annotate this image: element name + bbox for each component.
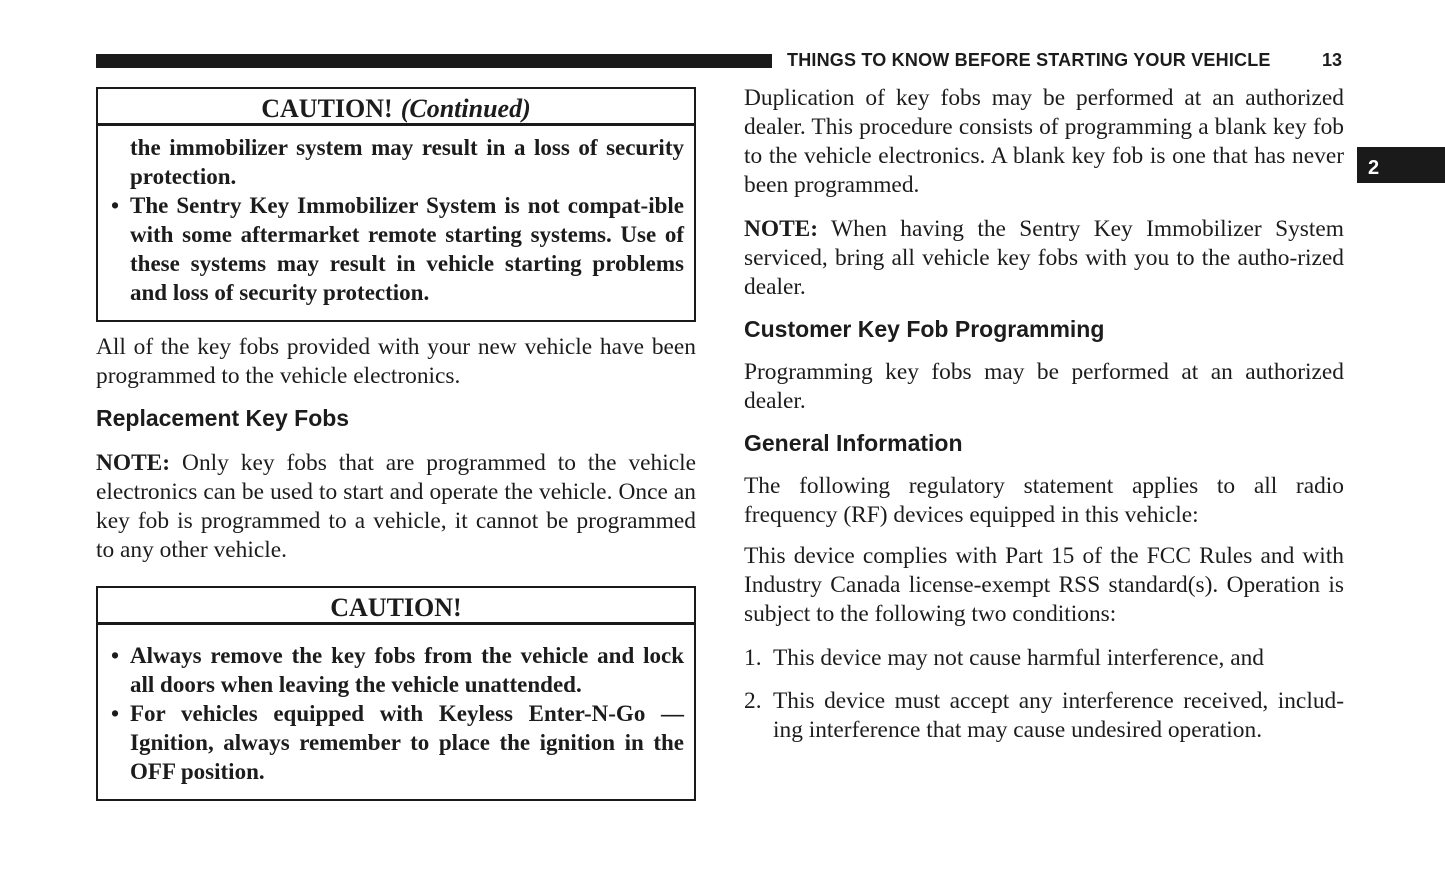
note-text: When having the Sentry Key Immobilizer System serviced, bring all vehicle key fobs with you to the autho-rized dealer. bbox=[744, 216, 1344, 300]
note-label: NOTE: bbox=[744, 216, 819, 242]
chapter-tab[interactable]: 2 bbox=[1357, 147, 1445, 183]
caution-body bbox=[98, 625, 694, 796]
running-header-title: THINGS TO KNOW BEFORE STARTING YOUR VEHICLE bbox=[787, 50, 1271, 70]
list-item-text: This device must accept any interference received, includ-ing interference that may cause undesired operation. bbox=[773, 688, 1344, 743]
list-item bbox=[744, 644, 1344, 673]
fcc-paragraph: This device complies with Part 15 of the FCC Rules and with Industry Canada license-exempt RSS standard(s). Operation is subject to the following two conditions: bbox=[744, 543, 1344, 627]
customer-programming-paragraph: Programming key fobs may be performed at an authorized dealer. bbox=[744, 359, 1344, 414]
caution-continued-heading bbox=[98, 89, 694, 126]
caution-heading: CAUTION! bbox=[98, 588, 694, 625]
caution-bullet: • The Sentry Key Immobilizer System is not compat-ible with some aftermarket remote starting systems. Use of these systems may result in vehicle starting problems and loss of security protection. bbox=[130, 191, 684, 307]
caution-continued-text: the immobilizer system may result in a loss of security protection. bbox=[130, 135, 684, 189]
list-item-text: This device may not cause harmful interference, and bbox=[773, 645, 1264, 671]
note-label: NOTE: bbox=[96, 450, 171, 476]
caution-heading-text: CAUTION! bbox=[261, 94, 393, 123]
caution-bullet: • For vehicles equipped with Keyless Enter-N-Go — Ignition, always remember to place the ignition in the OFF position. bbox=[130, 699, 684, 786]
caution-box bbox=[96, 586, 696, 801]
page-number: 13 bbox=[1322, 50, 1343, 70]
caution-continued-suffix: (Continued) bbox=[400, 94, 531, 123]
caution-continued-body bbox=[98, 126, 694, 317]
list-item-number: 1. bbox=[744, 645, 762, 671]
replacement-key-fobs-heading: Replacement Key Fobs bbox=[96, 405, 350, 431]
customer-key-fob-programming-heading: Customer Key Fob Programming bbox=[744, 316, 1105, 342]
header-rule bbox=[96, 54, 772, 68]
regulatory-paragraph: The following regulatory statement applies to all radio frequency (RF) devices equipped in this vehicle: bbox=[744, 473, 1344, 528]
note-paragraph bbox=[96, 449, 696, 565]
intro-paragraph: All of the key fobs provided with your new vehicle have been programmed to the vehicle electronics. bbox=[96, 334, 696, 389]
note-text: Only key fobs that are programmed to the vehicle electronics can be used to start and operate the vehicle. Once an key fob is programmed to a vehicle, it cannot be programmed to any other vehicle. bbox=[96, 450, 696, 563]
caution-bullet: • Always remove the key fobs from the vehicle and lock all doors when leaving the vehicle unattended. bbox=[130, 641, 684, 699]
general-information-heading: General Information bbox=[744, 430, 963, 456]
note-paragraph bbox=[744, 215, 1344, 302]
list-item bbox=[744, 687, 1344, 745]
duplication-paragraph: Duplication of key fobs may be performed at an authorized dealer. This procedure consists of programming a blank key fob to the vehicle electronics. A blank key fob is one that has never been programmed. bbox=[744, 85, 1344, 198]
list-item-number: 2. bbox=[744, 688, 762, 714]
caution-continued-box bbox=[96, 87, 696, 322]
